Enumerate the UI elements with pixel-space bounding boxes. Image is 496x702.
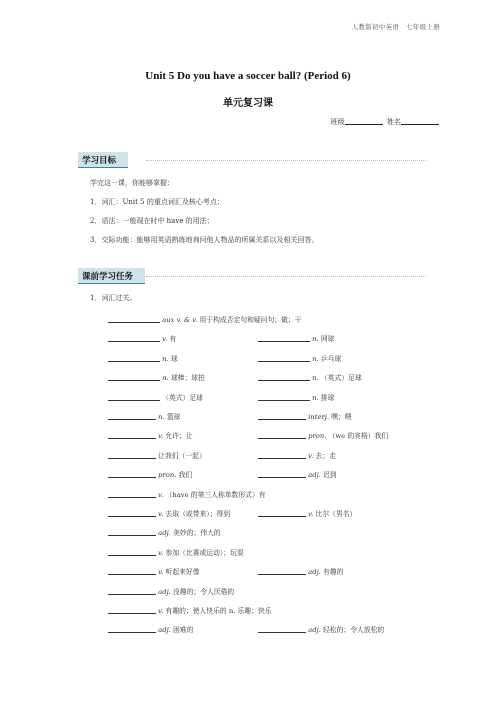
vocab-row-left — [108, 624, 193, 634]
vocab-row-left — [108, 527, 221, 537]
answer-blank[interactable] — [108, 548, 156, 556]
vocab-meaning: 听起来好像 — [163, 568, 200, 577]
vocab-meaning: 有趣的 — [320, 568, 344, 577]
vocab-row-right — [258, 469, 337, 479]
part-of-speech: pron. — [156, 471, 177, 480]
vocab-row-left — [108, 450, 206, 460]
task-title: 1．词汇过关。 — [90, 294, 137, 302]
answer-blank[interactable] — [258, 412, 306, 420]
part-of-speech: v. — [306, 510, 314, 518]
vocab-meaning: 比尔（男名） — [313, 510, 357, 518]
vocab-meaning: 用于构成否定句和疑问句；做；干 — [197, 316, 302, 324]
answer-blank[interactable] — [258, 567, 306, 575]
part-of-speech: adj. — [306, 471, 321, 480]
vocab-meaning: 网球 — [318, 335, 335, 344]
answer-blank[interactable] — [108, 373, 160, 381]
objective-item: 3．交际功能：能够用英语熟练地询问他人物品的所属关系以及相关回答。 — [90, 236, 319, 244]
vocab-row-right — [258, 353, 341, 363]
vocab-row-left — [108, 508, 230, 518]
vocab-meaning: 球 — [168, 354, 178, 363]
answer-blank[interactable] — [258, 431, 306, 439]
part-of-speech: pron. — [306, 432, 327, 441]
objective-item: 2．语法：一般现在时中 have 的用法； — [90, 217, 214, 225]
part-of-speech: n. — [160, 354, 169, 363]
part-of-speech: n. — [310, 354, 319, 363]
answer-blank[interactable] — [108, 431, 156, 439]
name-blank[interactable] — [401, 116, 439, 125]
vocab-meaning: 乒乓球 — [318, 354, 342, 363]
answer-blank[interactable] — [108, 606, 156, 614]
answer-blank[interactable] — [258, 451, 306, 459]
part-of-speech: v. — [306, 451, 314, 460]
part-of-speech: adj. — [306, 626, 321, 635]
class-name-line — [331, 116, 439, 127]
vocab-row-left — [108, 489, 266, 499]
vocab-row-left — [108, 314, 301, 324]
vocab-row-right — [258, 508, 356, 518]
part-of-speech: n. — [310, 374, 319, 383]
vocab-row-right — [258, 411, 352, 421]
section-objectives-label: 学习目标 — [78, 152, 128, 168]
part-of-speech: adj. — [156, 626, 171, 635]
vocab-meaning: 有趣的；使人快乐的 n. 乐趣；快乐 — [163, 607, 272, 615]
part-of-speech: v. — [160, 335, 168, 344]
vocab-row-left — [108, 411, 180, 421]
vocab-row-left — [108, 566, 200, 576]
vocab-meaning: 排球 — [318, 393, 335, 402]
vocab-meaning: 去；走 — [313, 451, 336, 460]
part-of-speech: n. — [310, 393, 319, 402]
vocab-row-right — [258, 372, 362, 382]
vocab-row-left — [108, 469, 192, 479]
vocab-row-right — [258, 430, 388, 440]
vocab-row-left — [108, 333, 176, 343]
vocab-meaning: 迟到 — [320, 471, 337, 480]
vocab-meaning: （have 的第三人称单数形式）有 — [163, 490, 266, 499]
answer-blank[interactable] — [108, 470, 156, 478]
answer-blank[interactable] — [258, 373, 310, 381]
vocab-row-left — [108, 353, 178, 363]
divider — [146, 160, 426, 161]
vocab-row-right — [258, 624, 384, 634]
answer-blank[interactable] — [108, 567, 156, 575]
vocab-meaning: 我们 — [176, 471, 193, 480]
vocab-row-right — [258, 333, 334, 343]
vocab-meaning: 美妙的；伟大的 — [170, 529, 221, 538]
answer-blank[interactable] — [108, 354, 160, 362]
answer-blank[interactable] — [258, 334, 310, 342]
vocab-meaning: 让我们（一起） — [156, 451, 206, 460]
name-label: 姓名 — [387, 118, 401, 126]
part-of-speech: adj. — [156, 587, 171, 596]
part-of-speech: adj. — [306, 568, 321, 577]
answer-blank[interactable] — [108, 587, 156, 595]
part-of-speech: v. — [156, 568, 164, 577]
objectives-intro: 学完这一课，你能够掌握： — [90, 179, 174, 187]
divider — [146, 276, 426, 277]
part-of-speech: n. — [310, 335, 319, 344]
vocab-meaning: 参加（比赛或运动）；玩耍 — [163, 548, 244, 557]
vocab-meaning: 球棒；球拍 — [168, 374, 205, 383]
answer-blank[interactable] — [258, 509, 306, 517]
answer-blank[interactable] — [108, 528, 156, 536]
part-of-speech: n. — [156, 413, 165, 421]
section-objectives-heading — [78, 148, 128, 164]
vocab-row-left — [108, 547, 244, 557]
vocab-row-left — [108, 430, 193, 440]
vocab-row-right — [258, 566, 343, 576]
answer-blank[interactable] — [108, 625, 156, 633]
answer-blank[interactable] — [258, 354, 310, 362]
vocab-meaning: 没趣的；令人厌倦的 — [170, 587, 235, 596]
vocab-meaning: 允许；让 — [163, 432, 193, 441]
vocab-row-left — [108, 586, 234, 596]
answer-blank[interactable] — [258, 470, 306, 478]
section-task-heading — [78, 264, 145, 280]
vocab-meaning: （英式）足球 — [160, 393, 203, 402]
vocab-meaning: 去取（或带来）；得到 — [163, 510, 231, 518]
part-of-speech: v. — [156, 432, 164, 441]
part-of-speech: adj. — [156, 529, 171, 538]
vocab-row-right — [258, 450, 336, 460]
vocab-meaning: （英式）足球 — [318, 374, 362, 383]
answer-blank[interactable] — [258, 625, 306, 633]
part-of-speech: v. — [156, 510, 164, 518]
part-of-speech: v. — [156, 607, 164, 615]
class-blank[interactable] — [345, 116, 383, 125]
page-title: Unit 5 Do you have a soccer ball? (Period 6) — [145, 70, 351, 82]
vocab-meaning: 轻松的；令人放松的 — [320, 626, 385, 635]
vocab-meaning: 嘿；喂 — [328, 413, 352, 421]
answer-blank[interactable] — [108, 509, 156, 517]
vocab-meaning: （we 的宾格）我们 — [326, 432, 389, 441]
page-header: 人教版初中英语 七年级上册 — [351, 23, 440, 31]
vocab-meaning: 有 — [167, 335, 177, 344]
answer-blank[interactable] — [108, 490, 156, 498]
page-subtitle: 单元复习课 — [223, 98, 273, 109]
vocab-meaning: 困难的 — [170, 626, 194, 635]
part-of-speech: aux v. & v. — [160, 316, 198, 324]
answer-blank[interactable] — [108, 334, 160, 342]
part-of-speech: interj. — [306, 413, 329, 421]
part-of-speech: n. — [160, 374, 169, 383]
vocab-row-left — [108, 372, 205, 382]
part-of-speech: v. — [156, 490, 164, 499]
answer-blank[interactable] — [108, 412, 156, 420]
vocab-row-left — [108, 392, 203, 402]
answer-blank[interactable] — [108, 393, 160, 401]
class-label: 班级 — [330, 118, 345, 126]
vocab-meaning: 篮球 — [164, 413, 181, 421]
objective-item: 1．词汇：Unit 5 的重点词汇及核心考点； — [90, 198, 224, 206]
vocab-row-right — [258, 392, 334, 402]
answer-blank[interactable] — [108, 451, 156, 459]
answer-blank[interactable] — [108, 315, 160, 323]
answer-blank[interactable] — [258, 393, 310, 401]
section-task-label: 课前学习任务 — [78, 268, 145, 284]
part-of-speech: v. — [156, 548, 164, 557]
vocab-row-left — [108, 605, 272, 615]
